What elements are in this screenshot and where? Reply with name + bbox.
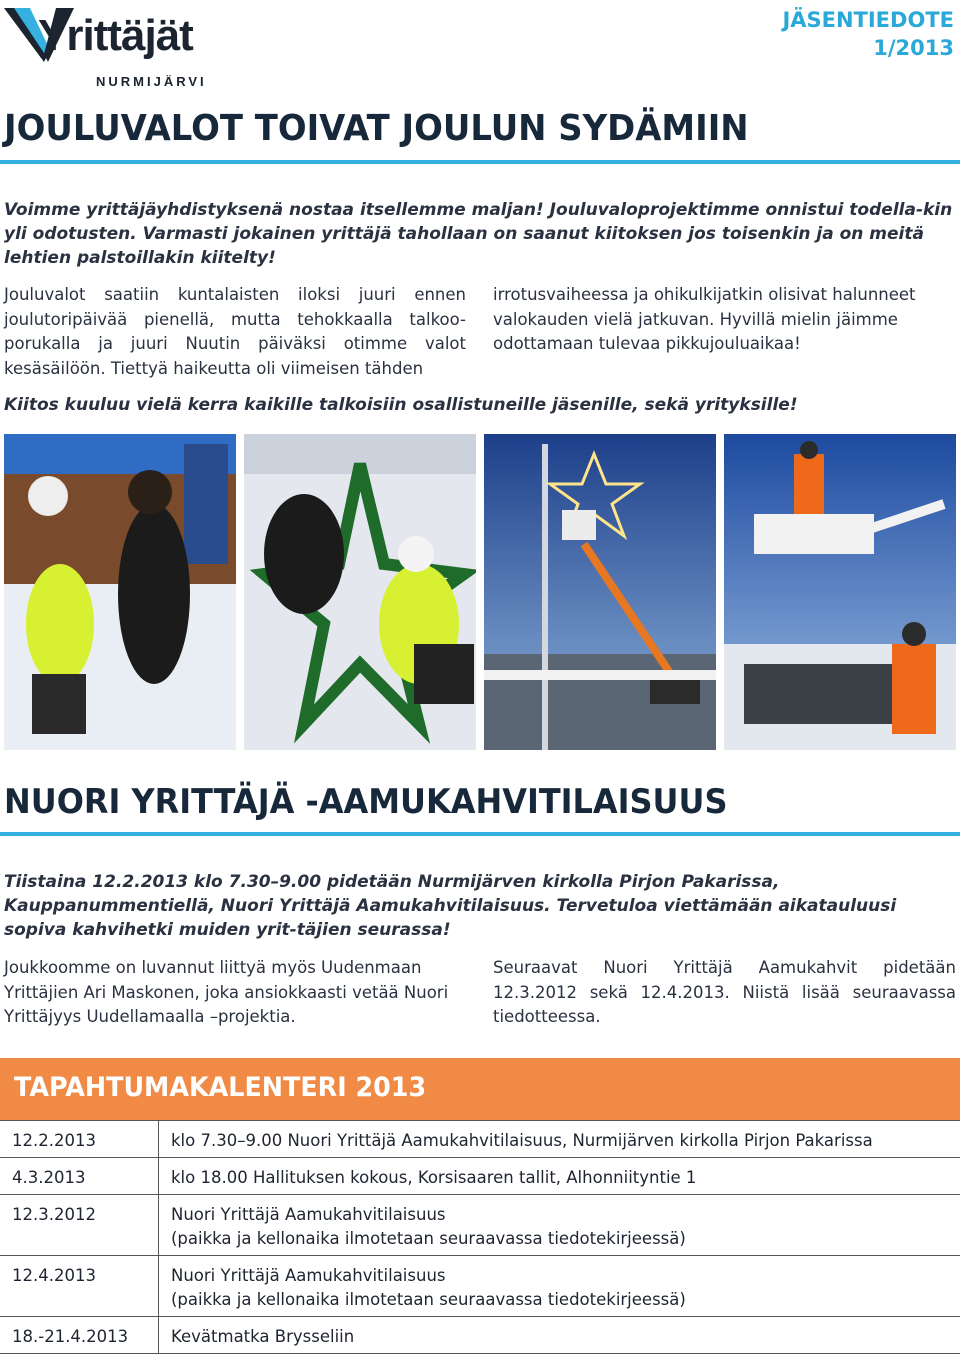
divider-rule (0, 832, 960, 836)
logo-subtitle: NURMIJÄRVI (96, 74, 207, 89)
photo-star-decoration (244, 434, 476, 750)
calendar-event: Kevätmatka Brysseliin (159, 1317, 960, 1354)
article1-col1: Jouluvalot saatiin kuntalaisten iloksi juuri ennen joulutoripäivää pienellä, mutta tehokkaalla talkoo-porukalla ja juuri Nuutin päiväksi otimme valot kesäsäilöön. Tiettyä haikeutta oli viimeisen tähden (4, 283, 466, 381)
issue-label (782, 6, 954, 62)
calendar-date: 18.-21.4.2013 (0, 1317, 159, 1354)
article2-col1: Joukkoomme on luvannut liittyä myös Uudenmaan Yrittäjien Ari Maskonen, joka ansiokkaasti vetää Nuori Yrittäjyys Uudellamaalla –projektia. (4, 956, 466, 1030)
calendar-date: 12.3.2012 (0, 1195, 159, 1256)
photo-worker-lift (724, 434, 956, 750)
calendar-date: 12.4.2013 (0, 1256, 159, 1317)
divider-rule (0, 160, 960, 164)
issue-number: 1/2013 (782, 34, 954, 62)
calendar-event: klo 18.00 Hallituksen kokous, Korsisaaren tallit, Alhonniityntie 1 (159, 1158, 960, 1195)
article1-thanks: Kiitos kuuluu vielä kerra kaikille talkoisiin osallistuneille jäsenille, sekä yrityksille! (4, 393, 956, 417)
calendar-date: 12.2.2013 (0, 1121, 159, 1158)
photo-volunteers-snow (4, 434, 236, 750)
calendar-event: Nuori Yrittäjä Aamukahvitilaisuus (paikka ja kellonaika ilmotetaan seuraavassa tiedotekirjeessä) (159, 1256, 960, 1317)
logo-wordmark: Yrittäjät (38, 14, 193, 58)
table-row (0, 1195, 960, 1256)
article1-lead: Voimme yrittäjäyhdistyksenä nostaa itsellemme maljan! Jouluvaloprojektimme onnistui todella-kin yli odotusten. Varmasti jokainen yrittäjä tahollaan on saanut kiitoksen jos toisenkin ja on meitä lehtien palstoillakin kiitelty! (4, 198, 956, 270)
table-row (0, 1317, 960, 1354)
article2-col2: Seuraavat Nuori Yrittäjä Aamukahvit pidetään 12.3.2012 sekä 12.4.2013. Niistä lisää seuraavassa tiedotteessa. (493, 956, 956, 1030)
table-row (0, 1121, 960, 1158)
article1-title: JOULUVALOT TOIVAT JOULUN SYDÄMIIN (4, 108, 749, 149)
issue-title: JÄSENTIEDOTE (782, 6, 954, 34)
article1-col2: irrotusvaiheessa ja ohikulkijatkin olisivat halunneet valokauden vielä jatkuvan. Hyvillä mielin jäimme odottamaan tulevaa pikkujouluaikaa! (493, 283, 956, 357)
table-row (0, 1158, 960, 1195)
calendar-date: 4.3.2013 (0, 1158, 159, 1195)
article2-title: NUORI YRITTÄJÄ -AAMUKAHVITILAISUUS (4, 782, 727, 822)
calendar-title: TAPAHTUMAKALENTERI 2013 (14, 1072, 426, 1103)
calendar-table (0, 1120, 960, 1354)
table-row (0, 1256, 960, 1317)
calendar-event: Nuori Yrittäjä Aamukahvitilaisuus (paikka ja kellonaika ilmotetaan seuraavassa tiedotekirjeessä) (159, 1195, 960, 1256)
calendar-event: klo 7.30–9.00 Nuori Yrittäjä Aamukahvitilaisuus, Nurmijärven kirkolla Pirjon Pakarissa (159, 1121, 960, 1158)
article2-lead: Tiistaina 12.2.2013 klo 7.30–9.00 pidetään Nurmijärven kirkolla Pirjon Pakarissa, Kauppanummentiellä, Nuori Yrittäjä Aamukahvitilaisuus. Tervetuloa viettämään aikatauluusi sopiva kahvihetki muiden yrit-täjien seurassa! (4, 870, 956, 942)
photo-lift-star-lights (484, 434, 716, 750)
